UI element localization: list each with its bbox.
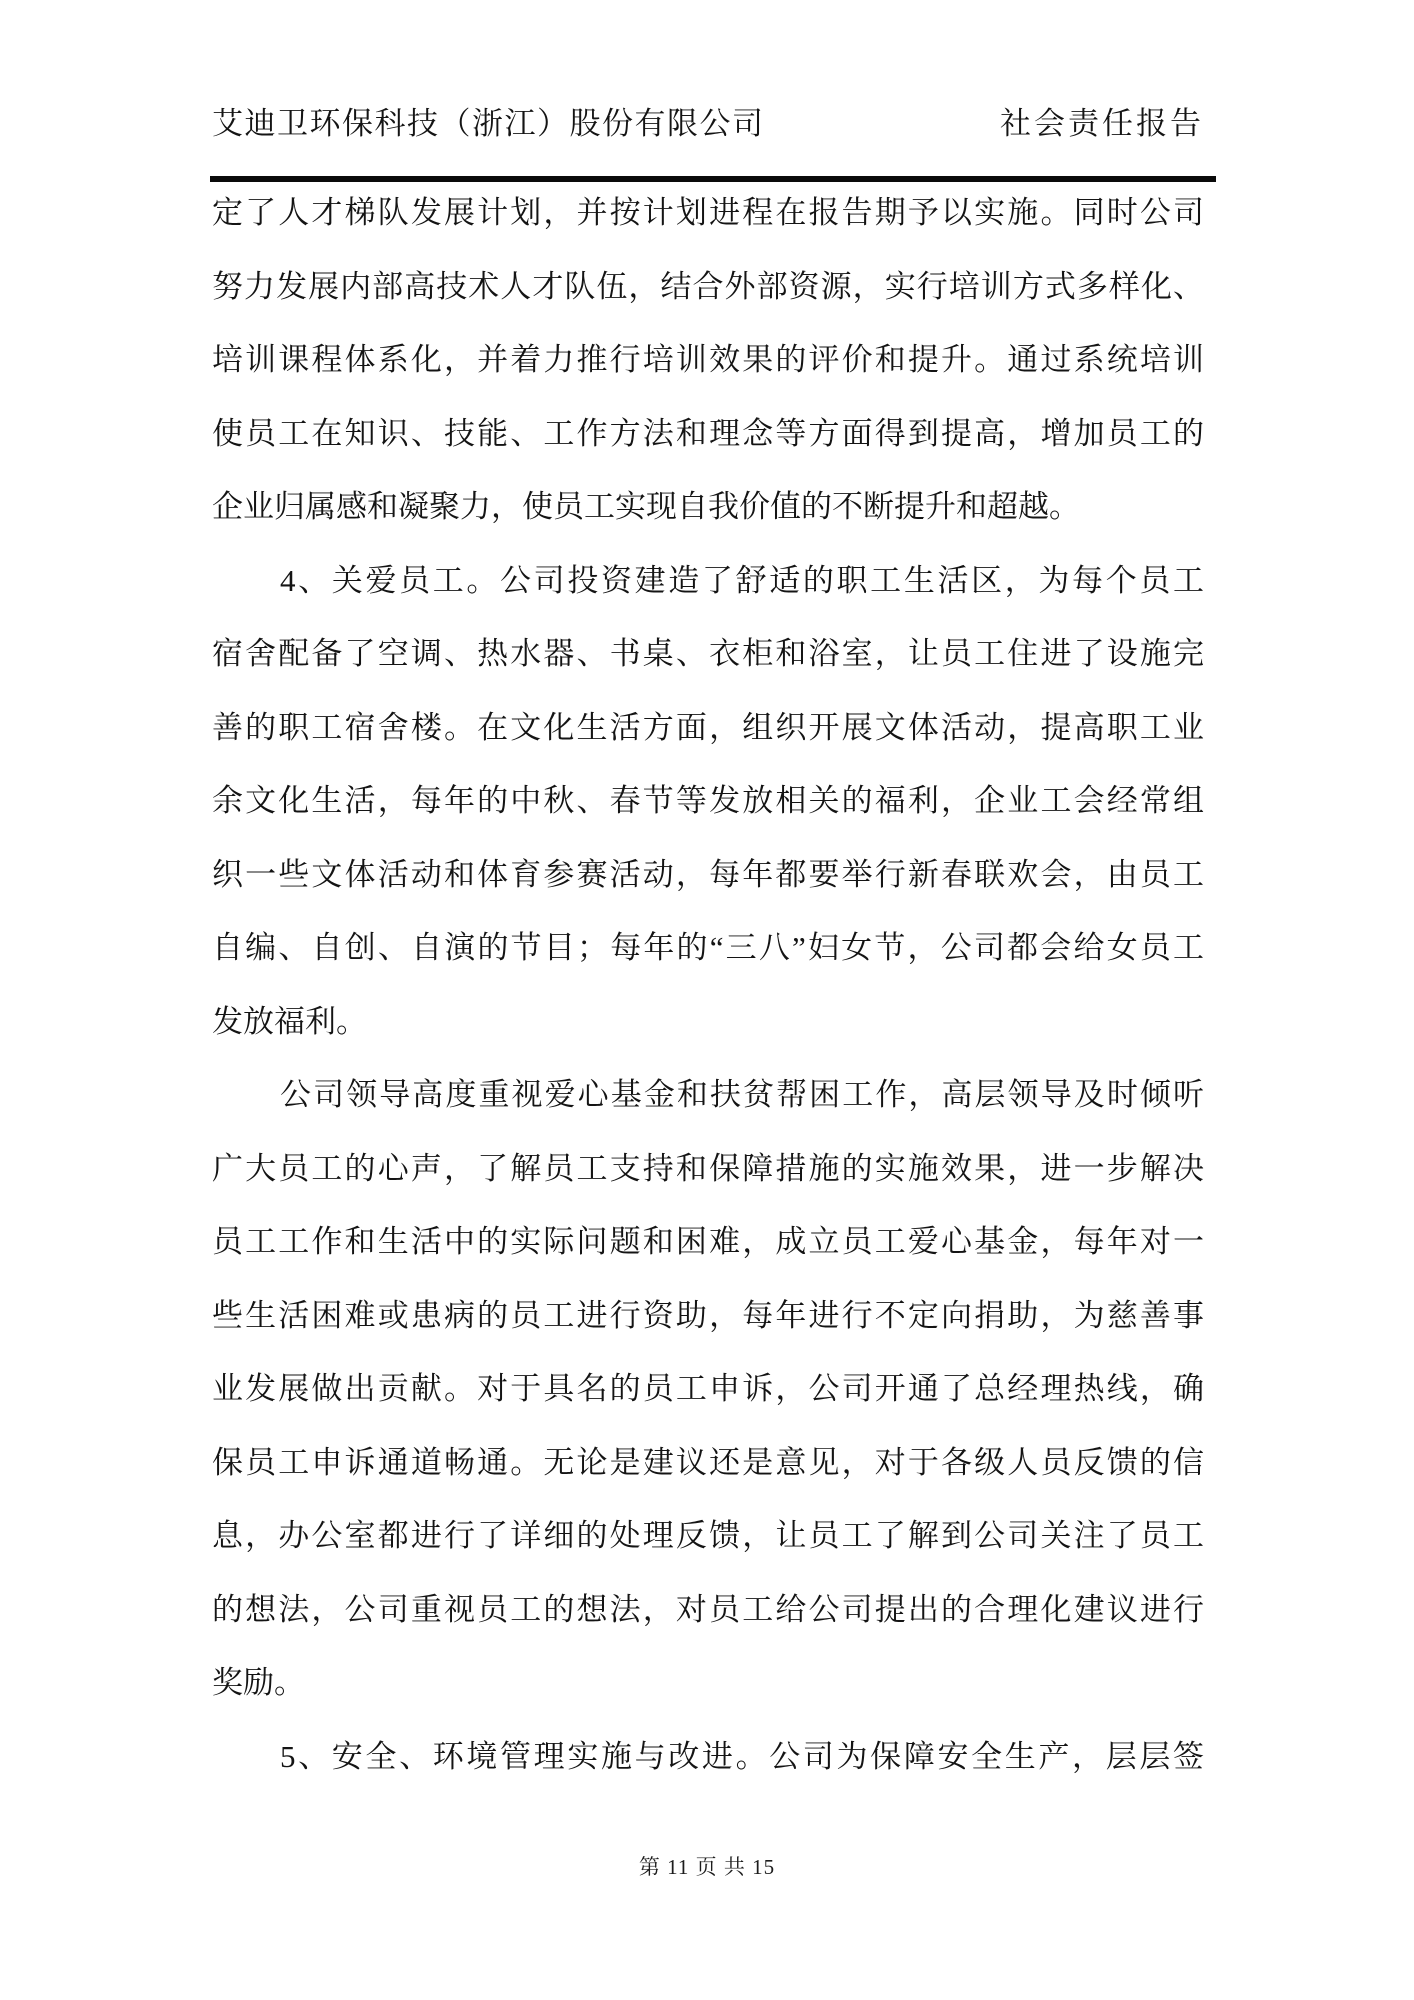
body-line: 培训课程体系化，并着力推行培训效果的评价和提升。通过系统培训	[212, 342, 1204, 377]
body-line: 织一些文体活动和体育参赛活动，每年都要举行新春联欢会，由员工	[212, 856, 1204, 892]
body-line: 些生活困难或患病的员工进行资助，每年进行不定向捐助，为慈善事	[212, 1297, 1204, 1333]
body-line: 5、安全、环境管理实施与改进。公司为保障安全生产，层层签	[280, 1738, 1204, 1774]
body-line: 定了人才梯队发展计划，并按计划进程在报告期予以实施。同时公司	[212, 195, 1204, 230]
body-line: 的想法，公司重视员工的想法，对员工给公司提出的合理化建议进行	[212, 1591, 1204, 1627]
page-header	[212, 98, 1204, 144]
body-line: 余文化生活，每年的中秋、春节等发放相关的福利，企业工会经常组	[212, 783, 1204, 818]
body-line: 使员工在知识、技能、工作方法和理念等方面得到提高，增加员工的	[212, 415, 1204, 451]
body-line: 自编、自创、自演的节目；每年的“三八”妇女节，公司都会给女员工	[212, 930, 1204, 965]
body-line: 善的职工宿舍楼。在文化生活方面，组织开展文体活动，提高职工业	[212, 709, 1204, 745]
body-line: 业发展做出贡献。对于具名的员工申诉，公司开通了总经理热线，确	[212, 1371, 1204, 1406]
body-line: 宿舍配备了空调、热水器、书桌、衣柜和浴室，让员工住进了设施完	[212, 636, 1204, 671]
body-line: 奖励。	[212, 1665, 305, 1700]
page-footer-page-number: 第 11 页 共 15	[638, 1855, 776, 1879]
body-line: 员工工作和生活中的实际问题和困难，成立员工爱心基金，每年对一	[212, 1224, 1204, 1259]
document-body	[212, 176, 1204, 1793]
body-line: 努力发展内部高技术人才队伍，结合外部资源，实行培训方式多样化、	[212, 268, 1204, 304]
body-line: 保员工申诉通道畅通。无论是建议还是意见，对于各级人员反馈的信	[212, 1444, 1204, 1480]
body-line: 公司领导高度重视爱心基金和扶贫帮困工作，高层领导及时倾听	[280, 1077, 1204, 1112]
body-line: 企业归属感和凝聚力，使员工实现自我价值的不断提升和超越。	[212, 489, 1080, 524]
header-company-name: 艾迪卫环保科技（浙江）股份有限公司	[212, 106, 765, 141]
body-line: 4、关爱员工。公司投资建造了舒适的职工生活区，为每个员工	[280, 562, 1204, 598]
body-line: 广大员工的心声，了解员工支持和保障措施的实施效果，进一步解决	[212, 1150, 1204, 1186]
body-line: 息，办公室都进行了详细的处理反馈，让员工了解到公司关注了员工	[212, 1518, 1204, 1553]
header-doc-title: 社会责任报告	[1000, 106, 1204, 141]
body-line: 发放福利。	[212, 1003, 367, 1039]
